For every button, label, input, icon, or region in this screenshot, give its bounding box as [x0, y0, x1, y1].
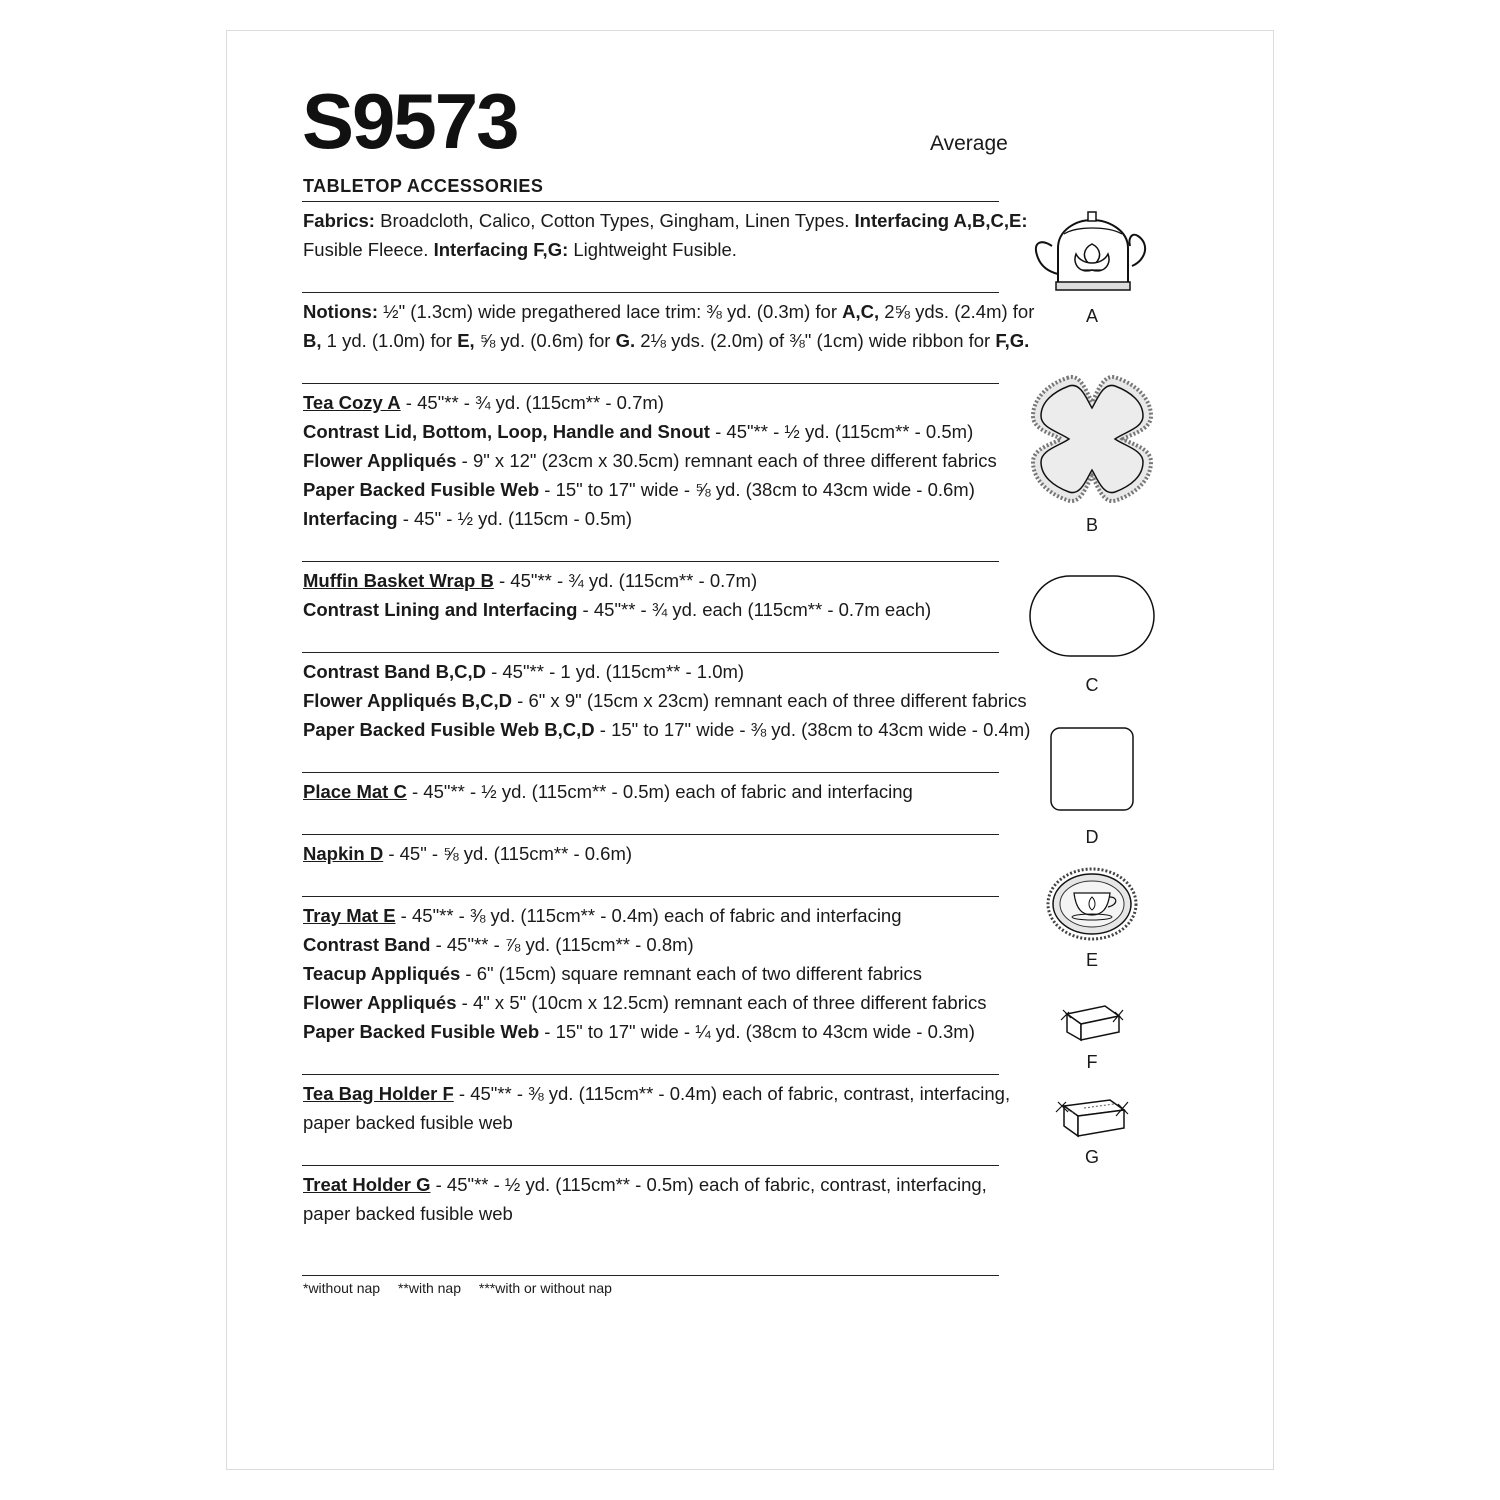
item-label: Paper Backed Fusible Web	[303, 1021, 540, 1042]
yardage: - 6" x 9" (15cm x 23cm) remnant each of three different fabrics	[512, 690, 1027, 711]
item-label: Flower Appliqués	[303, 992, 457, 1013]
divider	[302, 772, 999, 773]
notions-section	[303, 297, 1035, 355]
yardage: - 45" - ⅝ yd. (115cm** - 0.6m)	[383, 843, 633, 864]
footnotes	[303, 1280, 626, 1296]
divider	[302, 383, 999, 384]
fabrics-text: Broadcloth, Calico, Cotton Types, Gingham, Linen Types.	[374, 210, 855, 231]
yardage: - 6" (15cm) square remnant each of two different fabrics	[460, 963, 923, 984]
view-ref: G.	[615, 330, 636, 351]
yardage: - 45"** - ¾ yd. (115cm** - 0.7m)	[493, 570, 758, 591]
oval-place-mat-icon	[1022, 574, 1162, 658]
yardage: - 45" - ½ yd. (115cm - 0.5m)	[397, 508, 633, 529]
yardage: - 45"** - 1 yd. (115cm** - 1.0m)	[485, 661, 745, 682]
yardage: - 45"** - ½ yd. (115cm** - 0.5m) each of fabric and interfacing	[406, 781, 913, 802]
treat-holder-section	[303, 1170, 1003, 1228]
divider	[302, 652, 999, 653]
treat-holder-icon	[1022, 1094, 1162, 1140]
interfacing-abce-value: Fusible Fleece.	[303, 239, 434, 260]
yardage: - 45"** - ¾ yd. each (115cm** - 0.7m each)	[577, 599, 932, 620]
contrast-band-section	[303, 657, 1031, 744]
yardage: paper backed fusible web	[303, 1112, 513, 1133]
item-label: Flower Appliqués	[303, 450, 457, 471]
item-label: Contrast Lining and Interfacing	[303, 599, 578, 620]
yardage: - 15" to 17" wide - ⅝ yd. (38cm to 43cm wide - 0.6m)	[539, 479, 975, 500]
yardage: - 45"** - ½ yd. (115cm** - 0.5m) each of fabric, contrast, interfacing,	[430, 1174, 987, 1195]
notions-text: 2⅝ yds. (2.4m) for	[879, 301, 1035, 322]
interfacing-fg-label: Interfacing F,G:	[433, 239, 569, 260]
interfacing-fg-value: Lightweight Fusible.	[568, 239, 737, 260]
interfacing-abce-label: Interfacing A,B,C,E:	[854, 210, 1028, 231]
item-label: Contrast Band B,C,D	[303, 661, 486, 682]
view-ref: F,G.	[995, 330, 1030, 351]
muffin-basket-section	[303, 566, 1003, 624]
tea-bag-holder-section	[303, 1079, 1011, 1137]
view-ref: A,C,	[842, 301, 880, 322]
pattern-title: TABLETOP ACCESSORIES	[303, 176, 544, 196]
napkin-section	[303, 839, 1003, 868]
divider	[302, 896, 999, 897]
yardage: - 15" to 17" wide - ¼ yd. (38cm to 43cm wide - 0.3m)	[539, 1021, 975, 1042]
view-a-label: A	[1085, 306, 1098, 326]
view-ref: E,	[457, 330, 475, 351]
view-e-label: E	[1085, 950, 1098, 970]
notions-text: 2⅛ yds. (2.0m) of ⅜" (1cm) wide ribbon for	[635, 330, 996, 351]
divider	[302, 834, 999, 835]
section-title: Tea Bag Holder F	[303, 1083, 454, 1104]
view-c-label: C	[1085, 675, 1099, 695]
fabrics-label: Fabrics:	[303, 210, 375, 231]
cross-basket-wrap-icon	[1022, 372, 1162, 506]
footnote-with-or-without-nap: ***with or without nap	[478, 1280, 612, 1296]
section-title: Place Mat C	[303, 781, 407, 802]
item-label: Interfacing	[303, 508, 398, 529]
yardage: - 15" to 17" wide - ⅜ yd. (38cm to 43cm wide - 0.4m)	[594, 719, 1031, 740]
yardage: - 9" x 12" (23cm x 30.5cm) remnant each of three different fabrics	[456, 450, 997, 471]
divider	[302, 561, 999, 562]
footnote-without-nap: *without nap	[303, 1280, 381, 1296]
yardage: - 45"** - ⅜ yd. (115cm** - 0.4m) each of fabric and interfacing	[395, 905, 902, 926]
yardage: - 45"** - ¾ yd. (115cm** - 0.7m)	[400, 392, 664, 413]
item-label: Contrast Lid, Bottom, Loop, Handle and Snout	[303, 421, 710, 442]
teacup-tray-mat-icon	[1022, 867, 1162, 941]
notions-text: 1 yd. (1.0m) for	[321, 330, 458, 351]
tea-bag-holder-icon	[1022, 998, 1162, 1044]
yardage: - 45"** - ⅞ yd. (115cm** - 0.8m)	[430, 934, 694, 955]
divider	[302, 1165, 999, 1166]
divider	[302, 1275, 999, 1276]
tray-mat-section	[303, 901, 1003, 1046]
divider	[302, 292, 999, 293]
section-title: Tray Mat E	[303, 905, 396, 926]
section-title: Tea Cozy A	[303, 392, 401, 413]
section-title: Napkin D	[303, 843, 384, 864]
fabrics-section	[303, 206, 1028, 264]
view-g-label: G	[1084, 1147, 1099, 1167]
section-title: Treat Holder G	[303, 1174, 431, 1195]
section-title: Muffin Basket Wrap B	[303, 570, 494, 591]
item-label: Paper Backed Fusible Web	[303, 479, 540, 500]
yardage: - 45"** - ½ yd. (115cm** - 0.5m)	[709, 421, 974, 442]
view-b-label: B	[1085, 515, 1098, 535]
view-d-label: D	[1085, 827, 1099, 847]
yardage: paper backed fusible web	[303, 1203, 513, 1224]
yardage: - 4" x 5" (10cm x 12.5cm) remnant each of three different fabrics	[456, 992, 987, 1013]
notions-text: ½" (1.3cm) wide pregathered lace trim: ⅜ yd. (0.3m) for	[378, 301, 843, 322]
difficulty-level: Average	[930, 132, 1008, 155]
square-napkin-icon	[1022, 726, 1162, 812]
tea-cozy-section	[303, 388, 1003, 533]
place-mat-section	[303, 777, 1003, 806]
item-label: Flower Appliqués B,C,D	[303, 690, 512, 711]
view-f-label: F	[1086, 1052, 1098, 1072]
teapot-cozy-icon	[1022, 208, 1162, 298]
notions-label: Notions:	[303, 301, 379, 322]
item-label: Paper Backed Fusible Web B,C,D	[303, 719, 595, 740]
item-label: Contrast Band	[303, 934, 431, 955]
pattern-number: S9573	[302, 77, 518, 165]
view-ref: B,	[303, 330, 322, 351]
item-label: Teacup Appliqués	[303, 963, 461, 984]
divider	[302, 201, 999, 202]
footnote-with-nap: **with nap	[397, 1280, 461, 1296]
notions-text: ⅝ yd. (0.6m) for	[474, 330, 616, 351]
yardage: - 45"** - ⅜ yd. (115cm** - 0.4m) each of fabric, contrast, interfacing,	[453, 1083, 1011, 1104]
divider	[302, 1074, 999, 1075]
